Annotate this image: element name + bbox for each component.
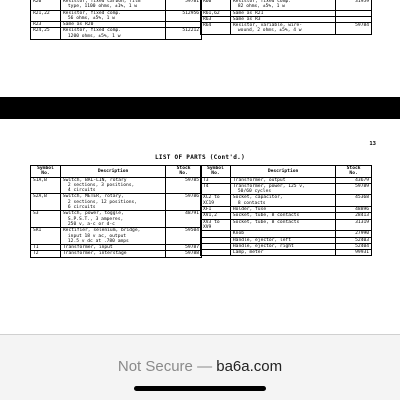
document-page [0, 119, 400, 334]
description-line: Resistor, variable, wire- [232, 23, 303, 29]
symbol-cell: XV1,2 [201, 213, 231, 219]
description-line: Same as R21 [232, 10, 264, 16]
symbol-cell: R23 [31, 22, 61, 28]
table-row [31, 194, 202, 211]
table-row [31, 211, 202, 228]
description-line: Transformer, interstage [62, 251, 127, 257]
description-cell [230, 219, 335, 231]
symbol-cell: R20 [31, 0, 61, 10]
description-line: 1200 ohms, ±5%, 1 w [67, 33, 121, 39]
description-line: Same as R20 [62, 22, 94, 28]
description-line: Resistor, fixed carbon, film [62, 0, 141, 4]
description-cell [60, 251, 165, 257]
page-number: 13 [369, 141, 376, 147]
stock-cell: 48791 [166, 211, 202, 228]
symbol-cell: S2A,B [31, 194, 61, 211]
table-header-row [31, 166, 202, 178]
description-line: Transformer, power, 125 v, [232, 183, 305, 189]
description-cell [60, 228, 165, 245]
symbol-cell: SR1 [31, 228, 61, 245]
stock-cell: 59789 [336, 183, 372, 195]
stock-cell: 43679 [336, 177, 372, 183]
description-header: Description [60, 166, 165, 178]
symbol-cell: R24,25 [31, 28, 61, 40]
description-line: 50/60 cycles [237, 189, 272, 195]
stock-cell: 52404 [336, 243, 372, 249]
host-label: ba6a.com [216, 358, 283, 375]
symbol-cell [201, 250, 231, 256]
stock-cell: 59787 [166, 245, 202, 251]
stock-cell: 59788 [166, 251, 202, 257]
description-line: 2 sections, 12 positions, [67, 199, 138, 205]
description-line: Resistor, fixed comp. [232, 0, 291, 4]
description-cell [60, 28, 165, 40]
symbol-header: Symbol No. [31, 166, 61, 178]
symbol-cell: XV3 to XV9 [201, 219, 231, 231]
stock-cell: 31319 [336, 219, 372, 231]
list-title: LIST OF PARTS (Cont'd.) [155, 154, 245, 161]
description-line: Socket, capacitor, [232, 195, 283, 201]
description-cell [230, 0, 335, 10]
description-line: Lamp, meter [232, 250, 264, 256]
table-row [201, 23, 372, 35]
symbol-cell: R64 [201, 23, 231, 35]
description-line: Transformer, input [62, 245, 113, 251]
stock-cell: 512956 [166, 10, 202, 22]
stock-cell: 99931 [336, 250, 372, 256]
stock-cell: 52403 [336, 237, 372, 243]
stock-header: Stock No. [336, 166, 372, 178]
description-line: Transformer, output [232, 177, 286, 183]
description-cell [60, 177, 165, 194]
table-row [31, 177, 202, 194]
description-line: S.P.S.T., 3 amperes, [67, 216, 124, 222]
description-line: Socket, tube, 8 contacts [232, 213, 300, 219]
page-gap [0, 97, 400, 119]
description-header: Description [230, 166, 335, 178]
table-row [201, 250, 372, 256]
description-line: 6 circuits [67, 205, 96, 211]
parts-table-right [200, 165, 372, 256]
description-line: Resistor, fixed comp. [62, 10, 121, 16]
stock-cell: 59784 [336, 23, 372, 35]
description-line: Knob [232, 231, 244, 237]
description-line: 56 ohms, ±5%, 1 w [67, 15, 115, 21]
symbol-cell: R60 [201, 0, 231, 10]
symbol-cell: XC2 to XC19 [201, 195, 231, 207]
symbol-cell: R63 [201, 16, 231, 22]
description-line: Switch, BAL-LIN, rotary [62, 177, 127, 183]
symbol-cell: R61,62 [201, 10, 231, 16]
symbol-cell: T3 [201, 177, 231, 183]
table-row [201, 195, 372, 207]
description-cell [230, 250, 335, 256]
table-row [201, 0, 372, 10]
description-cell [60, 10, 165, 22]
description-line: Resistor, fixed comp. [62, 28, 121, 34]
stock-cell: 31959 [336, 0, 372, 10]
description-line: Handle, ejector, right [232, 243, 294, 249]
top-left-parts-table [30, 0, 202, 40]
table-row [31, 0, 202, 10]
stock-cell: 512212 [166, 28, 202, 40]
stock-cell: 27990 [336, 231, 372, 237]
table-row [201, 219, 372, 231]
description-line: 2 sections, 3 positions, [67, 182, 135, 188]
description-line: 8 contacts [237, 200, 266, 206]
description-cell [230, 23, 335, 35]
description-line: 82 ohms, ±5%, 1 w [237, 4, 285, 10]
stock-header: Stock No. [166, 166, 202, 178]
stock-cell: 48896 [336, 207, 372, 213]
description-line: Switch, METER, rotary, [62, 194, 124, 200]
table-row [31, 28, 202, 40]
previous-page-fragment [0, 0, 400, 97]
table-row [201, 183, 372, 195]
bar-divider [0, 334, 400, 335]
description-line: wound, 2 ohms, ±5%, 4 w [237, 28, 302, 34]
description-cell [60, 211, 165, 228]
description-line: type, 1100 ohms, ±1%, 1 w [67, 4, 138, 10]
description-line: Holder, fuse [232, 207, 267, 213]
description-line: 12.5 v dc at .780 amps [67, 238, 129, 244]
stock-cell: 28413 [336, 213, 372, 219]
description-line: 4 circuits [67, 188, 96, 194]
description-cell [60, 194, 165, 211]
description-line: Same as R3 [232, 16, 261, 22]
description-cell [230, 195, 335, 207]
parts-table-left [30, 165, 202, 258]
home-indicator[interactable] [134, 386, 266, 391]
description-line: Socket, tube, 8 contacts [232, 219, 300, 225]
symbol-cell: R21,22 [31, 10, 61, 22]
top-right-parts-table [200, 0, 372, 35]
symbol-header: Symbol No. [201, 166, 231, 178]
description-line: Rectifier, selenium, bridge, [62, 228, 141, 234]
stock-cell: 59785 [166, 177, 202, 194]
table-row [31, 10, 202, 22]
symbol-cell: T2 [31, 251, 61, 257]
stock-cell: 45368 [336, 195, 372, 207]
symbol-cell: S3 [31, 211, 61, 228]
symbol-cell: XF1 [201, 207, 231, 213]
symbol-cell: T4 [201, 183, 231, 195]
table-row [31, 228, 202, 245]
symbol-cell: S1A,B [31, 177, 61, 194]
description-line: input 18 v ac, output [67, 233, 126, 239]
description-line: Handle, ejector, left [232, 237, 291, 243]
table-header-row [201, 166, 372, 178]
description-cell [230, 183, 335, 195]
symbol-cell: T1 [31, 245, 61, 251]
description-line: 250 v, a-c or d-c [67, 221, 115, 227]
stock-cell: 59786 [166, 194, 202, 211]
stock-cell: 59504 [166, 228, 202, 245]
description-line: Switch, power, toggle, [62, 211, 124, 217]
stock-cell: 59781 [166, 0, 202, 10]
url-separator: — [197, 358, 213, 375]
table-row [31, 251, 202, 257]
url-display[interactable] [0, 358, 400, 375]
description-cell [60, 0, 165, 10]
not-secure-label: Not Secure [117, 358, 193, 375]
